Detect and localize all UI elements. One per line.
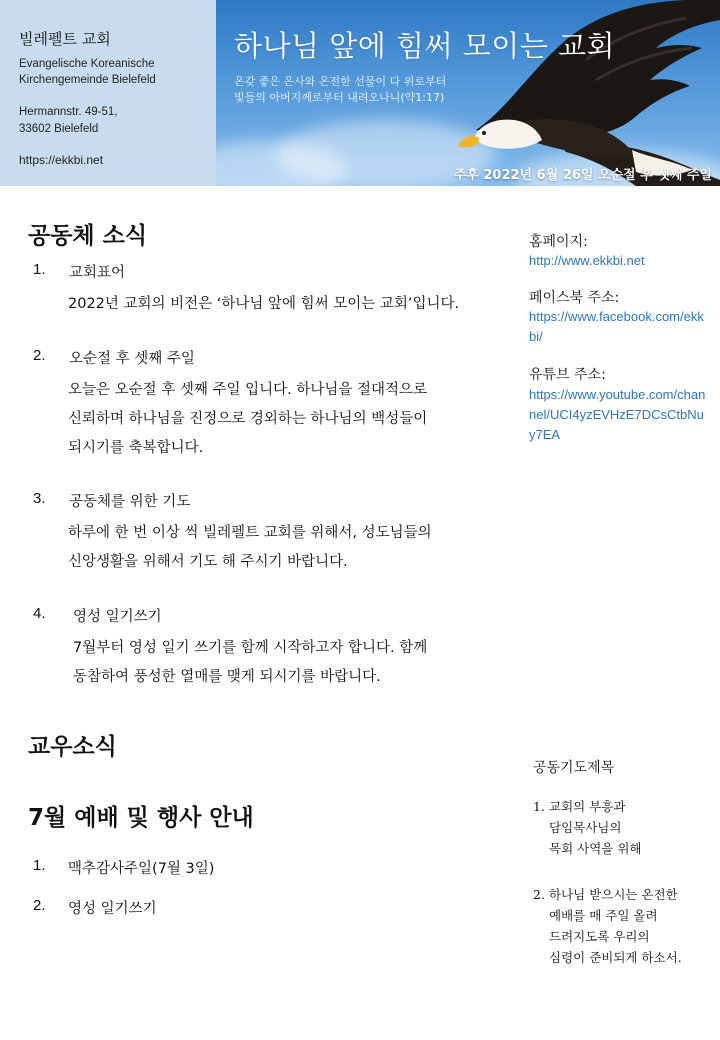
event-number: 2. (33, 897, 46, 914)
member-news-title: 교우소식 (28, 734, 117, 760)
homepage-label: 홈페이지: (529, 234, 588, 250)
facebook-label: 페이스북 주소: (529, 290, 620, 306)
banner-verse (234, 74, 446, 106)
news-heading: 공동체를 위한 기도 (69, 494, 191, 510)
prayer-item-2 (533, 884, 718, 972)
church-website[interactable]: https://ekkbi.net (19, 153, 104, 167)
news-body-line: 신뢰하며 하나님을 진정으로 경외하는 하나님의 백성들이 (68, 411, 428, 427)
church-de-line1: Evangelische Koreanische (19, 58, 155, 70)
july-events-title: 7월 예배 및 행사 안내 (28, 805, 254, 831)
verse-line2: 빛들의 아버지께로부터 내려오나니(약1:17) (234, 91, 445, 104)
news-body-line: 2022년 교회의 비전은 ‘하나님 앞에 힘써 모이는 교회’입니다. (68, 296, 460, 312)
news-body (68, 290, 508, 319)
prayer-text (549, 796, 641, 859)
news-number: 2. (33, 347, 46, 364)
news-body (68, 519, 508, 577)
news-number: 3. (33, 490, 46, 507)
address-line1: Hermannstr. 49-51, (19, 106, 118, 118)
banner-title: 하나님 앞에 힘써 모이는 교회 (234, 29, 616, 63)
prayer-number: 2. (533, 887, 545, 902)
youtube-link[interactable]: https://www.youtube.com/channel/UCI4yzEVHzE7DCsCtbNuy7EA (529, 387, 706, 442)
community-news-title: 공동체 소식 (28, 223, 148, 249)
event-text: 영성 일기쓰기 (68, 901, 157, 917)
news-body-line: 7월부터 영성 일기 쓰기를 함께 시작하고자 합니다. 함께 (73, 640, 428, 656)
prayer-line: 심령이 준비되게 하소서. (549, 950, 682, 965)
news-heading: 교회표어 (69, 265, 126, 281)
news-number: 4. (33, 605, 46, 622)
prayer-line: 예배를 매 주일 올려 (549, 908, 658, 923)
prayer-line: 하나님 받으시는 온전한 (549, 887, 678, 902)
news-body-line: 동참하여 풍성한 열매를 맺게 되시기를 바랍니다. (73, 669, 381, 685)
address-line2: 33602 Bielefeld (19, 123, 99, 135)
church-name-german (19, 56, 216, 88)
facebook-link[interactable]: https://www.facebook.com/ekkbi/ (529, 309, 704, 344)
service-date: 주후 2022년 6월 26일 오순절 후 셋째 주일 (453, 168, 712, 183)
church-info-panel (0, 0, 216, 186)
youtube-label: 유튜브 주소: (529, 367, 606, 383)
church-de-line2: Kirchengemeinde Bielefeld (19, 74, 156, 86)
banner (216, 0, 720, 186)
news-heading: 영성 일기쓰기 (73, 609, 162, 625)
prayer-line: 교회의 부흥과 (549, 799, 626, 814)
news-body-line: 오늘은 오순절 후 셋째 주일 입니다. 하나님을 절대적으로 (68, 382, 428, 398)
news-body (68, 376, 508, 463)
prayer-item-1 (533, 796, 718, 862)
prayer-text (549, 884, 682, 968)
news-heading: 오순절 후 셋째 주일 (69, 351, 195, 367)
prayer-title: 공동기도제목 (533, 760, 615, 776)
event-text: 맥추감사주일(7월 3일) (68, 861, 215, 877)
event-number: 1. (33, 857, 46, 874)
church-address (19, 104, 216, 138)
news-body (73, 634, 513, 692)
news-body-line: 되시기를 축복합니다. (68, 440, 204, 456)
prayer-line: 담임목사님의 (549, 820, 622, 835)
prayer-number: 1. (533, 799, 545, 814)
homepage-link[interactable]: http://www.ekkbi.net (529, 253, 645, 268)
verse-line1: 온갖 좋은 은사와 온전한 선물이 다 위로부터 (234, 75, 447, 88)
church-name: 빌레펠트 교회 (19, 30, 111, 48)
news-body-line: 신앙생활을 위해서 기도 해 주시기 바랍니다. (68, 554, 348, 570)
prayer-line: 목회 사역을 위해 (549, 841, 642, 856)
news-body-line: 하루에 한 번 이상 씩 빌레펠트 교회를 위해서, 성도님들의 (68, 525, 432, 541)
prayer-line: 드려지도록 우리의 (549, 929, 650, 944)
news-number: 1. (33, 261, 46, 278)
